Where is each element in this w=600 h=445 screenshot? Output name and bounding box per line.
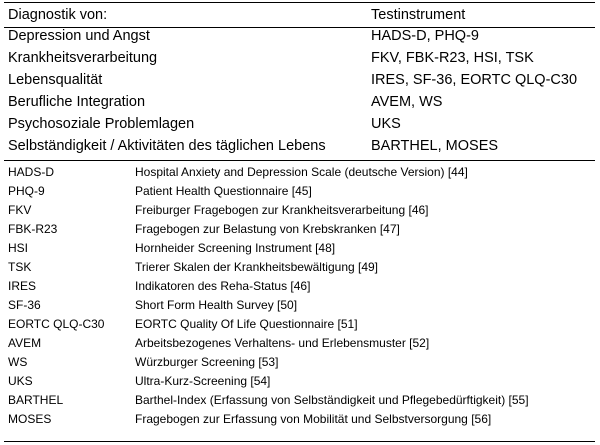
- table-row: [0, 91, 600, 113]
- abbreviation-row: [0, 277, 600, 295]
- table-row: [0, 113, 600, 135]
- instrument-cell: HADS-D, PHQ-9: [371, 28, 479, 44]
- abbreviation-row: [0, 372, 600, 390]
- section-rule: [4, 160, 595, 161]
- full-name-cell: Trierer Skalen der Krankheitsbewältigung [49]: [135, 260, 379, 274]
- table-row: [0, 135, 600, 157]
- abbreviation-cell: WS: [8, 355, 28, 369]
- instrument-cell: FKV, FBK-R23, HSI, TSK: [371, 50, 534, 66]
- abbreviation-row: [0, 258, 600, 276]
- table-top-rule: [4, 2, 595, 3]
- abbreviation-row: [0, 391, 600, 409]
- abbreviation-row: [0, 201, 600, 219]
- abbreviation-cell: SF-36: [8, 298, 41, 312]
- instrument-cell: UKS: [371, 116, 401, 132]
- abbreviation-cell: FBK-R23: [8, 222, 58, 236]
- table-row: [0, 25, 600, 47]
- abbreviation-row: [0, 182, 600, 200]
- abbreviation-cell: IRES: [8, 279, 37, 293]
- abbreviation-cell: MOSES: [8, 412, 52, 426]
- full-name-cell: Arbeitsbezogenes Verhaltens- und Erlebensmuster [52]: [135, 336, 430, 350]
- abbreviation-row: [0, 353, 600, 371]
- abbreviation-cell: AVEM: [8, 336, 42, 350]
- full-name-cell: Barthel-Index (Erfassung von Selbständigkeit und Pflegebedürftigkeit) [55]: [135, 393, 529, 407]
- diagnostik-cell: Psychosoziale Problemlagen: [8, 116, 195, 132]
- diagnostik-cell: Krankheitsverarbeitung: [8, 50, 158, 66]
- header-diagnostik: Diagnostik von:: [8, 7, 108, 23]
- abbreviation-row: [0, 410, 600, 428]
- full-name-cell: EORTC Quality Of Life Questionnaire [51]: [135, 317, 358, 331]
- instrument-cell: AVEM, WS: [371, 94, 443, 110]
- abbreviation-cell: PHQ-9: [8, 184, 45, 198]
- full-name-cell: Indikatoren des Reha-Status [46]: [135, 279, 311, 293]
- abbreviation-cell: UKS: [8, 374, 33, 388]
- full-name-cell: Hornheider Screening Instrument [48]: [135, 241, 336, 255]
- abbreviation-cell: BARTHEL: [8, 393, 64, 407]
- diagnostik-cell: Depression und Angst: [8, 28, 150, 44]
- header-testinstrument: Testinstrument: [371, 7, 466, 23]
- abbreviation-row: [0, 163, 600, 181]
- full-name-cell: Würzburger Screening [53]: [135, 355, 279, 369]
- abbreviation-cell: FKV: [8, 203, 32, 217]
- diagnostik-cell: Selbständigkeit / Aktivitäten des täglichen Lebens: [8, 138, 326, 154]
- full-name-cell: Short Form Health Survey [50]: [135, 298, 298, 312]
- abbreviation-cell: HSI: [8, 241, 29, 255]
- instrument-table-header: [0, 4, 600, 26]
- abbreviation-row: [0, 220, 600, 238]
- table-row: [0, 69, 600, 91]
- abbreviation-row: [0, 334, 600, 352]
- diagnostik-cell: Berufliche Integration: [8, 94, 146, 110]
- instrument-cell: IRES, SF-36, EORTC QLQ-C30: [371, 72, 578, 88]
- abbreviation-row: [0, 239, 600, 257]
- table-bottom-rule: [4, 441, 595, 442]
- diagnostik-cell: Lebensqualität: [8, 72, 103, 88]
- full-name-cell: Hospital Anxiety and Depression Scale (deutsche Version) [44]: [135, 165, 468, 179]
- abbreviation-cell: HADS-D: [8, 165, 55, 179]
- abbreviation-cell: EORTC QLQ-C30: [8, 317, 105, 331]
- full-name-cell: Freiburger Fragebogen zur Krankheitsverarbeitung [46]: [135, 203, 429, 217]
- full-name-cell: Fragebogen zur Belastung von Krebskranken [47]: [135, 222, 400, 236]
- table-row: [0, 47, 600, 69]
- full-name-cell: Ultra-Kurz-Screening [54]: [135, 374, 271, 388]
- instrument-cell: BARTHEL, MOSES: [371, 138, 499, 154]
- abbreviation-row: [0, 296, 600, 314]
- abbreviation-cell: TSK: [8, 260, 32, 274]
- abbreviation-row: [0, 315, 600, 333]
- full-name-cell: Fragebogen zur Erfassung von Mobilität und Selbstversorgung [56]: [135, 412, 492, 426]
- full-name-cell: Patient Health Questionnaire [45]: [135, 184, 312, 198]
